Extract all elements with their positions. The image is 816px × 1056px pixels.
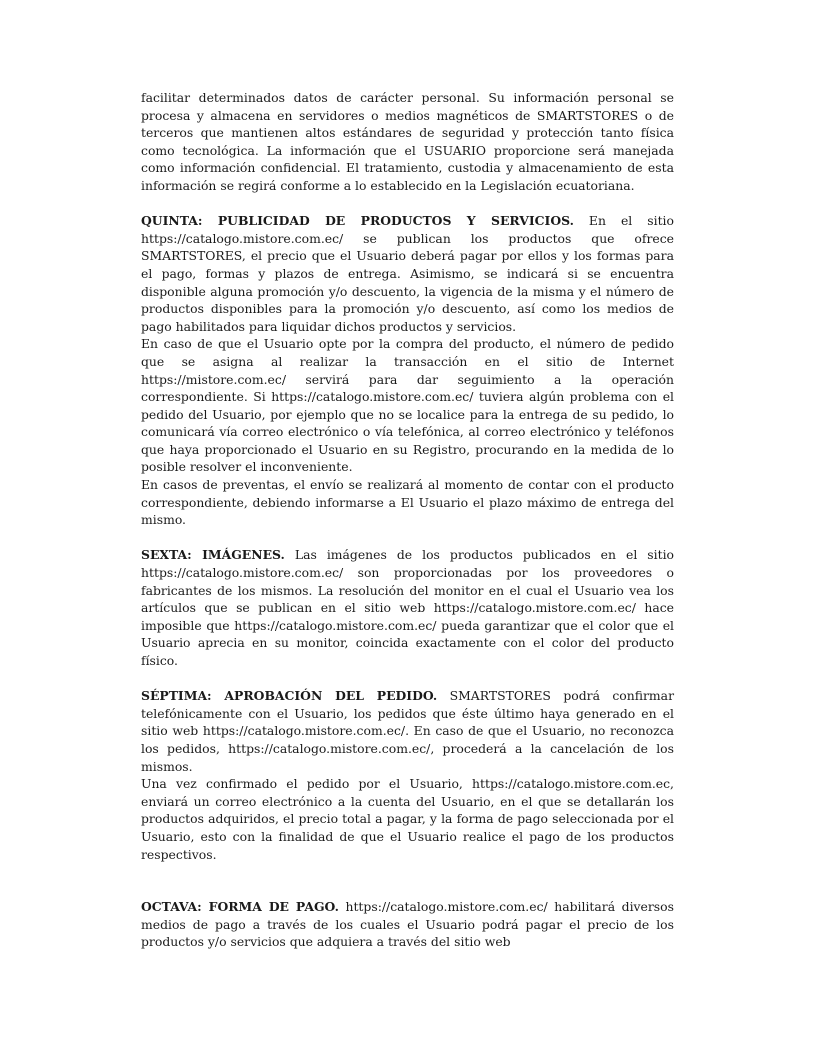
section-sexta-heading: SEXTA: IMÁGENES. — [141, 547, 285, 563]
section-sexta-text: Las imágenes de los productos publicados en el sitio https://catalogo.mistore.com.ec/ son proporcionadas por los proveedores o fabricantes de los mismos. La resolución del monitor en el cual el Usuario vea los artículos que se publican en el sitio web https://catalogo.mistore.com.ec/ hace imposible que https://catalogo.mistore.com.ec/ pueda garantizar que el color que el Usuario aprecia en su monitor, coincida exactamente con el color del producto físico. — [141, 547, 674, 668]
section-septima-heading: SÉPTIMA: APROBACIÓN DEL PEDIDO. — [141, 688, 438, 704]
section-quinta-paragraph-2: En caso de que el Usuario opte por la compra del producto, el número de pedido que se asigna al realizar la transacción en el sitio de Internet https://mistore.com.ec/ servirá para dar seguimiento a la operación correspondiente. Si https://catalogo.mistore.com.ec/ tuviera algún problema con el pedido del Usuario, por ejemplo que no se localice para la entrega de su pedido, lo comunicará vía correo electrónico o vía telefónica, al correo electrónico y teléfonos que haya proporcionado el Usuario en su Registro, procurando en la medida de lo posible resolver el inconveniente. — [141, 336, 674, 475]
section-septima-paragraph-2: Una vez confirmado el pedido por el Usuario, https://catalogo.mistore.com.ec, enviará un correo electrónico a la cuenta del Usuario, en el que se detallarán los productos adquiridos, el precio total a pagar, y la forma de pago seleccionada por el Usuario, esto con la finalidad de que el Usuario realice el pago de los productos respectivos. — [141, 776, 674, 862]
section-quinta-paragraph-3: En casos de preventas, el envío se realizará al momento de contar con el producto correspondiente, debiendo informarse a El Usuario el plazo máximo de entrega del mismo. — [141, 477, 674, 528]
section-quinta-heading: QUINTA: PUBLICIDAD DE PRODUCTOS Y SERVICIOS. — [141, 213, 574, 229]
section-octava — [141, 898, 674, 951]
paragraph-privacy-continuation: facilitar determinados datos de carácter personal. Su información personal se procesa y almacena en servidores o medios magnéticos de SMARTSTORES o de terceros que mantienen altos estándares de seguridad y protección tanto física como tecnológica. La información que el USUARIO proporcione será manejada como información confidencial. El tratamiento, custodia y almacenamiento de esta información se regirá conforme a lo establecido en la Legislación ecuatoriana. — [141, 90, 674, 193]
section-octava-text: https://catalogo.mistore.com.ec/ habilitará diversos medios de pago a través de los cuales el Usuario podrá pagar el precio de los productos y/o servicios que adquiera a través del sitio web — [141, 899, 674, 950]
section-quinta — [141, 212, 674, 335]
section-sexta — [141, 546, 674, 669]
section-septima — [141, 687, 674, 775]
section-quinta-text: En el sitio https://catalogo.mistore.com.ec/ se publican los productos que ofrece SMARTSTORES, el precio que el Usuario deberá pagar por ellos y los formas para el pago, formas y plazos de entrega. Asimismo, se indicará si se encuentra disponible alguna promoción y/o descuento, la vigencia de la misma y el número de productos disponibles para la promoción y/o descuento, así como los medios de pago habilitados para liquidar dichos productos y servicios. — [141, 213, 674, 334]
section-septima-text: SMARTSTORES podrá confirmar telefónicamente con el Usuario, los pedidos que éste último haya generado en el sitio web https://catalogo.mistore.com.ec/. En caso de que el Usuario, no reconozca los pedidos, https://catalogo.mistore.com.ec/, procederá a la cancelación de los mismos. — [141, 688, 674, 774]
document-page — [141, 89, 674, 951]
section-octava-heading: OCTAVA: FORMA DE PAGO. — [141, 899, 339, 915]
